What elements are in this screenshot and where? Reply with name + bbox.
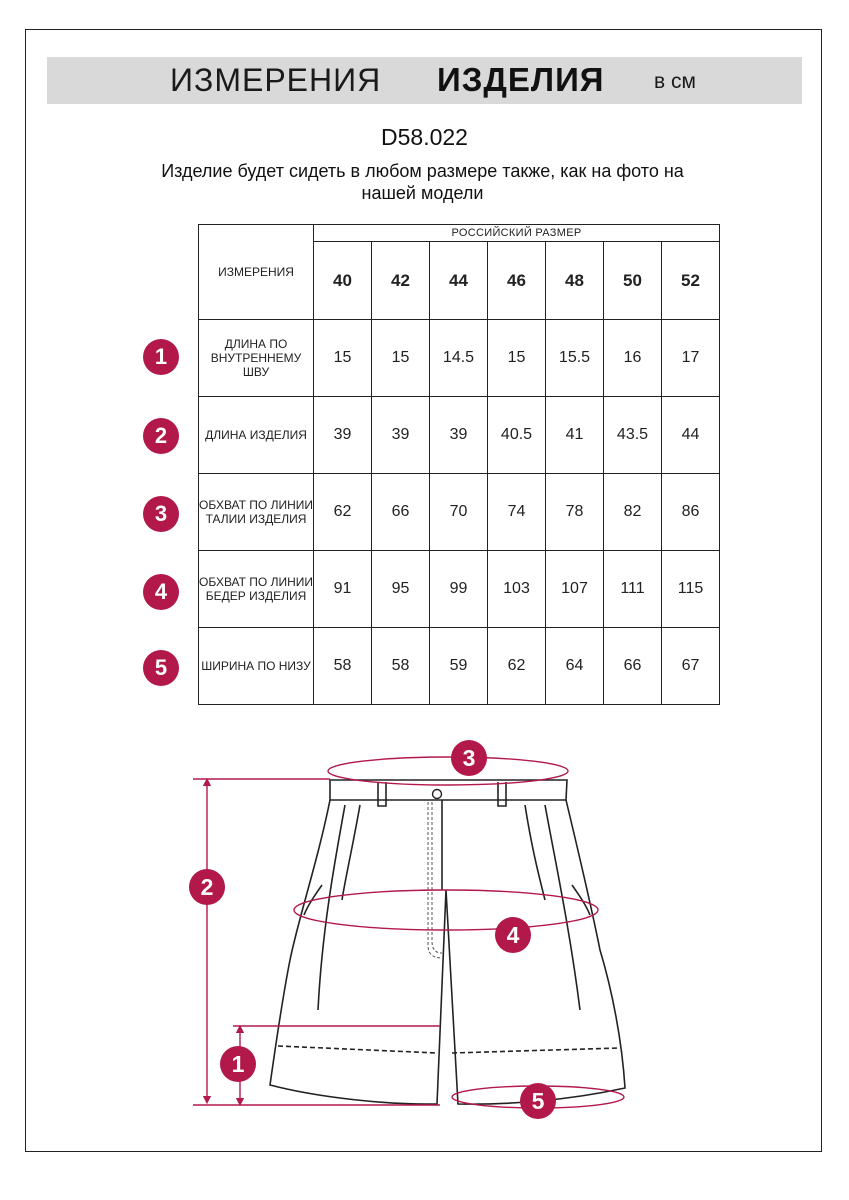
diagram-badge-3 — [451, 740, 487, 776]
table-cell: 62 — [488, 628, 546, 705]
size-header-cell: 42 — [372, 242, 430, 320]
table-cell: 70 — [430, 474, 488, 551]
table-cell: 66 — [604, 628, 662, 705]
size-table — [198, 224, 720, 705]
title-units: в см — [654, 70, 696, 93]
measurements-header: ИЗМЕРЕНИЯ — [199, 225, 314, 320]
russian-size-header: РОССИЙСКИЙ РАЗМЕР — [314, 225, 720, 242]
title-product: ИЗДЕЛИЯ — [437, 61, 605, 98]
table-cell: 58 — [372, 628, 430, 705]
table-cell: 39 — [314, 397, 372, 474]
table-cell: 14.5 — [430, 320, 488, 397]
table-cell: 66 — [372, 474, 430, 551]
table-cell: 41 — [546, 397, 604, 474]
svg-text:3: 3 — [462, 745, 476, 771]
table-cell: 103 — [488, 551, 546, 628]
diagram-badge-4 — [495, 917, 531, 953]
left-pleat-short — [342, 805, 360, 900]
row-badge-5: 5 — [143, 650, 179, 686]
table-row-hips — [199, 551, 720, 628]
row-badge-4: 4 — [143, 574, 179, 610]
table-cell: 74 — [488, 474, 546, 551]
row-label: ДЛИНА ИЗДЕЛИЯ — [199, 397, 314, 474]
fly-stitching — [428, 802, 442, 958]
svg-text:1: 1 — [231, 1051, 245, 1077]
table-cell: 86 — [662, 474, 720, 551]
size-header-cell: 40 — [314, 242, 372, 320]
table-cell: 15 — [372, 320, 430, 397]
table-cell: 15 — [314, 320, 372, 397]
table-cell: 59 — [430, 628, 488, 705]
table-cell: 16 — [604, 320, 662, 397]
diagram-badge-5 — [520, 1083, 556, 1119]
table-row-inseam — [199, 320, 720, 397]
row-badge-1: 1 — [143, 339, 179, 375]
right-cuff-line — [452, 1048, 620, 1053]
svg-text:5: 5 — [531, 1088, 545, 1114]
right-belt-loop — [498, 782, 506, 806]
table-cell: 15.5 — [546, 320, 604, 397]
row-label: ОБХВАТ ПО ЛИНИИ БЕДЕР ИЗДЕЛИЯ — [199, 551, 314, 628]
row-label: ШИРИНА ПО НИЗУ — [199, 628, 314, 705]
table-cell: 111 — [604, 551, 662, 628]
table-cell: 64 — [546, 628, 604, 705]
table-cell: 58 — [314, 628, 372, 705]
size-header-cell: 44 — [430, 242, 488, 320]
button-icon — [433, 790, 442, 799]
row-label: ОБХВАТ ПО ЛИНИИ ТАЛИИ ИЗДЕЛИЯ — [199, 474, 314, 551]
table-cell: 78 — [546, 474, 604, 551]
row-label: ДЛИНА ПО ВНУТРЕННЕМУ ШВУ — [199, 320, 314, 397]
right-pleat-short — [525, 805, 545, 900]
row-badge-3: 3 — [143, 496, 179, 532]
size-header-cell: 48 — [546, 242, 604, 320]
table-cell: 17 — [662, 320, 720, 397]
table-cell: 39 — [372, 397, 430, 474]
table-cell: 91 — [314, 551, 372, 628]
diagram-badge-2 — [189, 869, 225, 905]
table-cell: 107 — [546, 551, 604, 628]
table-row-length — [199, 397, 720, 474]
table-cell: 82 — [604, 474, 662, 551]
table-row-waist — [199, 474, 720, 551]
table-cell: 62 — [314, 474, 372, 551]
left-cuff-line — [278, 1046, 437, 1053]
size-header-cell: 52 — [662, 242, 720, 320]
size-header-cell: 46 — [488, 242, 546, 320]
waistband — [330, 780, 567, 800]
fit-note: Изделие будет сидеть в любом размере также, как на фото на нашей модели — [161, 161, 684, 203]
shorts-diagram — [0, 730, 849, 1130]
diagram-badge-1 — [220, 1046, 256, 1082]
table-row-hem-width — [199, 628, 720, 705]
table-cell: 15 — [488, 320, 546, 397]
left-belt-loop — [378, 782, 386, 806]
svg-text:2: 2 — [200, 874, 214, 900]
table-cell: 67 — [662, 628, 720, 705]
title-measurements: ИЗМЕРЕНИЯ — [170, 62, 382, 98]
svg-text:4: 4 — [506, 922, 520, 948]
size-header-cell: 50 — [604, 242, 662, 320]
table-cell: 115 — [662, 551, 720, 628]
row-badge-2: 2 — [143, 418, 179, 454]
table-cell: 44 — [662, 397, 720, 474]
table-cell: 40.5 — [488, 397, 546, 474]
table-cell: 95 — [372, 551, 430, 628]
article-number: D58.022 — [381, 124, 468, 150]
table-cell: 39 — [430, 397, 488, 474]
measure-lines — [193, 757, 624, 1108]
table-cell: 99 — [430, 551, 488, 628]
shorts-outline — [270, 780, 625, 1104]
table-cell: 43.5 — [604, 397, 662, 474]
